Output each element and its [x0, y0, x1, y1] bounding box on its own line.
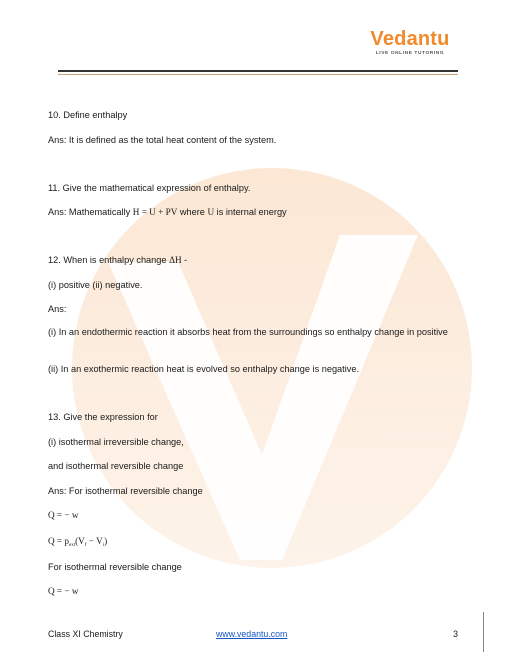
question-11: 11. Give the mathematical expression of enthalpy.: [48, 183, 251, 193]
equation-2-sub-f: f: [84, 543, 87, 548]
question-12-prefix: 12. When is enthalpy change: [48, 255, 170, 265]
equation-2-vf: (V: [75, 536, 85, 546]
question-13-part-1: (i) isothermal irreversible change,: [48, 437, 184, 447]
question-12: [48, 254, 187, 266]
equation-1: Q = − w: [48, 510, 79, 520]
delta-h-symbol: ΔH: [169, 255, 182, 265]
question-12-suffix: -: [181, 255, 188, 265]
question-13: 13. Give the expression for: [48, 412, 158, 422]
answer-11-mid: where: [177, 207, 208, 217]
answer-11-prefix: Ans: Mathematically: [48, 207, 133, 217]
footer-vertical-rule: [483, 612, 484, 652]
answer-11-suffix: is internal energy: [214, 207, 287, 217]
question-10: 10. Define enthalpy: [48, 110, 128, 120]
equation-2-p: Q = p: [48, 536, 70, 546]
question-12-options: (i) positive (ii) negative.: [48, 280, 143, 290]
equation-2-sub-ext: ext: [69, 543, 76, 548]
answer-10: Ans: It is defined as the total heat content of the system.: [48, 135, 277, 145]
footer-website-link[interactable]: www.vedantu.com: [216, 629, 288, 639]
logo-tagline: LIVE ONLINE TUTORING: [375, 51, 445, 56]
header-divider: [58, 70, 458, 72]
enthalpy-formula: H = U + PV: [132, 207, 178, 217]
header-divider-accent: [58, 74, 458, 75]
answer-12-part-2: (ii) In an exothermic reaction heat is evolved so enthalpy change is negative.: [48, 364, 360, 374]
answer-12-part-1: (i) In an endothermic reaction it absorbs heat from the surroundings so enthalpy change in positive: [48, 327, 448, 337]
answer-11: [48, 206, 287, 218]
equation-2: [48, 535, 107, 552]
page-number: 3: [453, 629, 458, 639]
answer-13-second: For isothermal reversible change: [48, 562, 182, 572]
question-13-part-2: and isothermal reversible change: [48, 461, 184, 471]
logo-wordmark: Vedantu: [370, 28, 450, 50]
footer-class-label: Class XI Chemistry: [48, 629, 123, 639]
answer-12-label: Ans:: [48, 304, 67, 314]
answer-13-intro: Ans: For isothermal reversible change: [48, 486, 203, 496]
equation-2-close: ): [104, 536, 108, 546]
equation-2-sub-i: i: [102, 543, 105, 548]
internal-energy-symbol: U: [207, 207, 215, 217]
equation-3: Q = − w: [48, 586, 79, 596]
vedantu-logo[interactable]: [362, 28, 458, 56]
equation-2-vi: − V: [86, 536, 103, 546]
